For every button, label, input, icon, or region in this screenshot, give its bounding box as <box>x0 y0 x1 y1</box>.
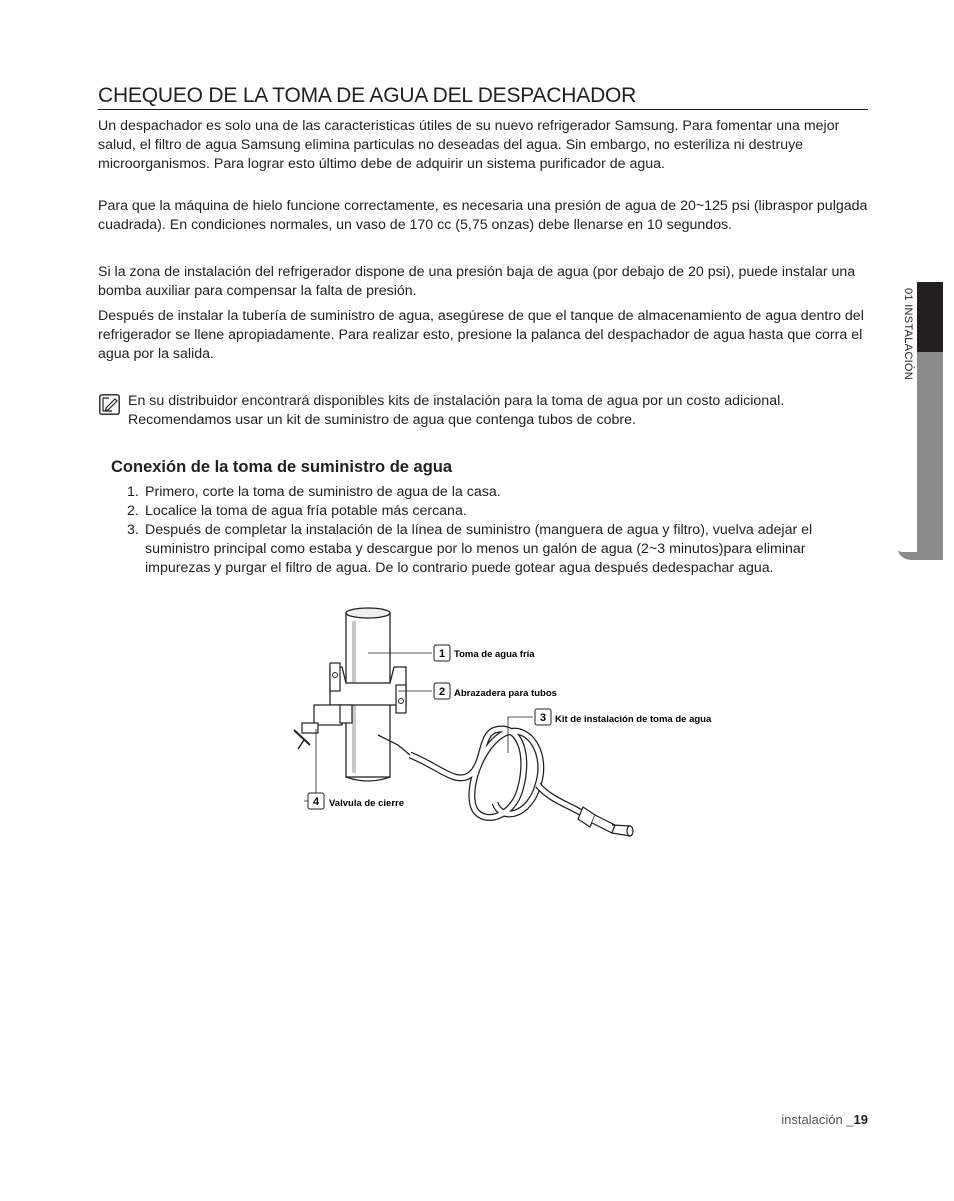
callout-2 <box>434 683 557 699</box>
callout-number: 4 <box>312 796 320 808</box>
note-text: En su distribuidor encontrará disponibles kits de instalación para la toma de agua por un costo adicional. Recomendamos usar un kit de suministro de agua que contenga tubos de cobre. <box>128 393 785 428</box>
valve-illustration <box>294 705 352 749</box>
callout-number: 3 <box>539 712 547 724</box>
callout-number: 2 <box>438 686 446 698</box>
side-tab-marker <box>917 282 943 352</box>
tank-fill-paragraph: Después de instalar la tubería de suministro de agua, asegúrese de que el tanque de almacenamiento de agua dentro del refrigerador se llene apropiadamente. Para realizar esto, presione la palanca del despachador de agua hasta que corra el agua por la salida. <box>98 308 864 362</box>
hose-illustration <box>378 729 633 836</box>
intro-paragraph: Un despachador es solo una de las caracteristicas útiles de su nuevo refrigerador Samsung. Para fomentar una mejor salud, el filtro de agua Samsung elimina particulas no deseadas del agua. Sin embargo, no esteriliza ni destruye microorganismos. Para lograr esto último debe de adquirir un sistema purificador de agua. <box>98 118 840 172</box>
page-title: CHEQUEO DE LA TOMA DE AGUA DEL DESPACHADOR <box>98 84 868 110</box>
callout-label: Kit de instalación de toma de agua <box>555 714 712 725</box>
list-item <box>127 502 872 521</box>
callout-4 <box>308 793 404 809</box>
step-text: Primero, corte la toma de suministro de agua de la casa. <box>145 484 501 500</box>
pressure-paragraph: Para que la máquina de hielo funcione correctamente, es necesaria una presión de agua de 20~125 psi (libraspor pulgada cuadrada). En condiciones normales, un vaso de 170 cc (5,75 onzas) debe llenarse en 10 segundos. <box>98 198 868 233</box>
step-text: Localice la toma de agua fría potable más cercana. <box>145 503 467 519</box>
page-footer <box>781 1112 868 1127</box>
step-text: Después de completar la instalación de la línea de suministro (manguera de agua y filtro), vuelva adejar el suministro principal como estaba y descargue por lo menos un galón de agua (2~3 minutos)para eliminar impurezas y purgar el filtro de agua. De lo contrario puede gotear agua después dedespachar agua. <box>145 522 813 576</box>
step-number: 3. <box>127 522 139 538</box>
side-tab-label: 01 INSTALACIÓN <box>902 288 914 381</box>
page-number: 19 <box>853 1112 868 1127</box>
step-number: 2. <box>127 503 139 519</box>
callout-label: Valvula de cierre <box>329 798 404 809</box>
list-item <box>127 483 872 502</box>
section-subtitle: Conexión de la toma de suministro de agua <box>111 458 453 476</box>
water-supply-diagram <box>280 605 712 845</box>
footer-label: instalación _ <box>781 1112 854 1127</box>
callout-label: Toma de agua fría <box>454 649 535 660</box>
note-pencil-icon <box>99 394 120 415</box>
callout-number: 1 <box>438 648 446 660</box>
callout-3 <box>535 709 712 725</box>
list-item <box>127 521 872 578</box>
low-pressure-paragraph: Si la zona de instalación del refrigerador dispone de una presión baja de agua (por debajo de 20 psi), puede instalar una bomba auxiliar para compensar la falta de presión. <box>98 264 856 299</box>
callout-label: Abrazadera para tubos <box>454 688 557 699</box>
step-number: 1. <box>127 484 139 500</box>
callout-1 <box>434 645 535 661</box>
steps-list <box>127 483 872 578</box>
